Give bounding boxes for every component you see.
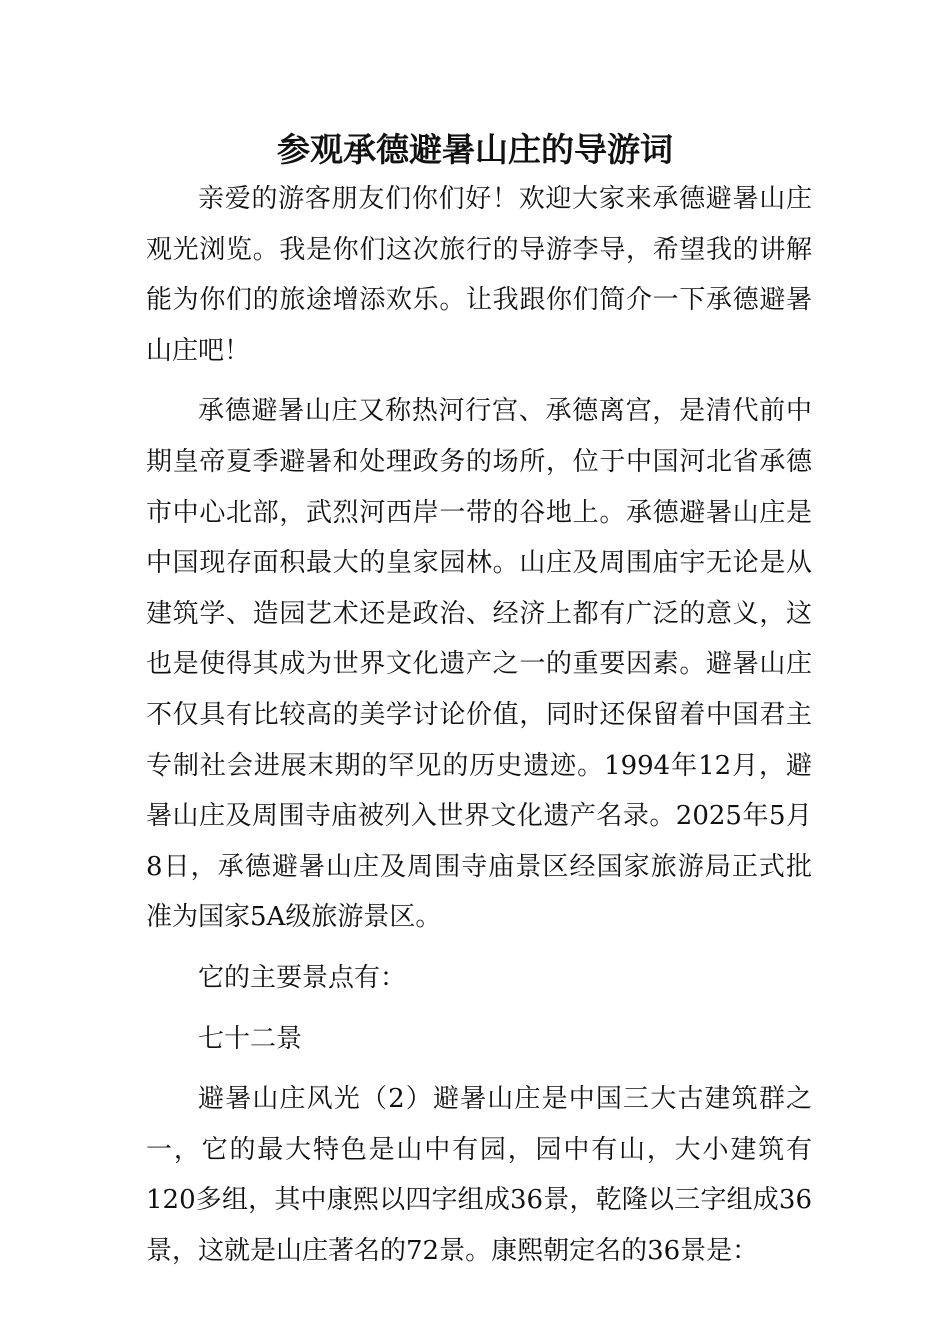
paragraph-main-attractions: 它的主要景点有： — [198, 962, 407, 993]
paragraph-greeting: 亲爱的游客朋友们你们好！欢迎大家来承德避暑山庄观光浏览。我是你们这次旅行的导游李导，希望我的讲解能为你们的旅途增添欢乐。让我跟你们简介一下承德避暑山庄吧！ — [146, 184, 812, 366]
paragraph-introduction: 承德避暑山庄又称热河行宫、承德离宫，是清代前中期皇帝夏季避暑和处理政务的场所，位于中国河北省承德市中心北部，武烈河西岸一带的谷地上。承德避暑山庄是中国现存面积最大的皇家园林。山庄及周围庙宇无论是从建筑学、造园艺术还是政治、经济上都有广泛的意义，这也是使得其成为世界文化遗产之一的重要因素。避暑山庄不仅具有比较高的美学讨论价值，同时还保留着中国君主专制社会进展末期的罕见的历史遗迹。1994年12月，避暑山庄及周围寺庙被列入世界文化遗产名录。2025年5月8日，承德避暑山庄及周围寺庙景区经国家旅游局正式批准为国家5A级旅游景区。 — [146, 396, 812, 933]
paragraph-scenery: 避暑山庄风光（2）避暑山庄是中国三大古建筑群之一，它的最大特色是山中有园，园中有山，大小建筑有120多组，其中康熙以四字组成36景，乾隆以三字组成36景，这就是山庄著名的72景。康熙朝定名的36景是： — [146, 1084, 812, 1266]
document-title: 参观承德避暑山庄的导游词 — [277, 130, 673, 169]
paragraph-seventy-two-scenes: 七十二景 — [198, 1023, 303, 1054]
document-body — [146, 174, 812, 1276]
